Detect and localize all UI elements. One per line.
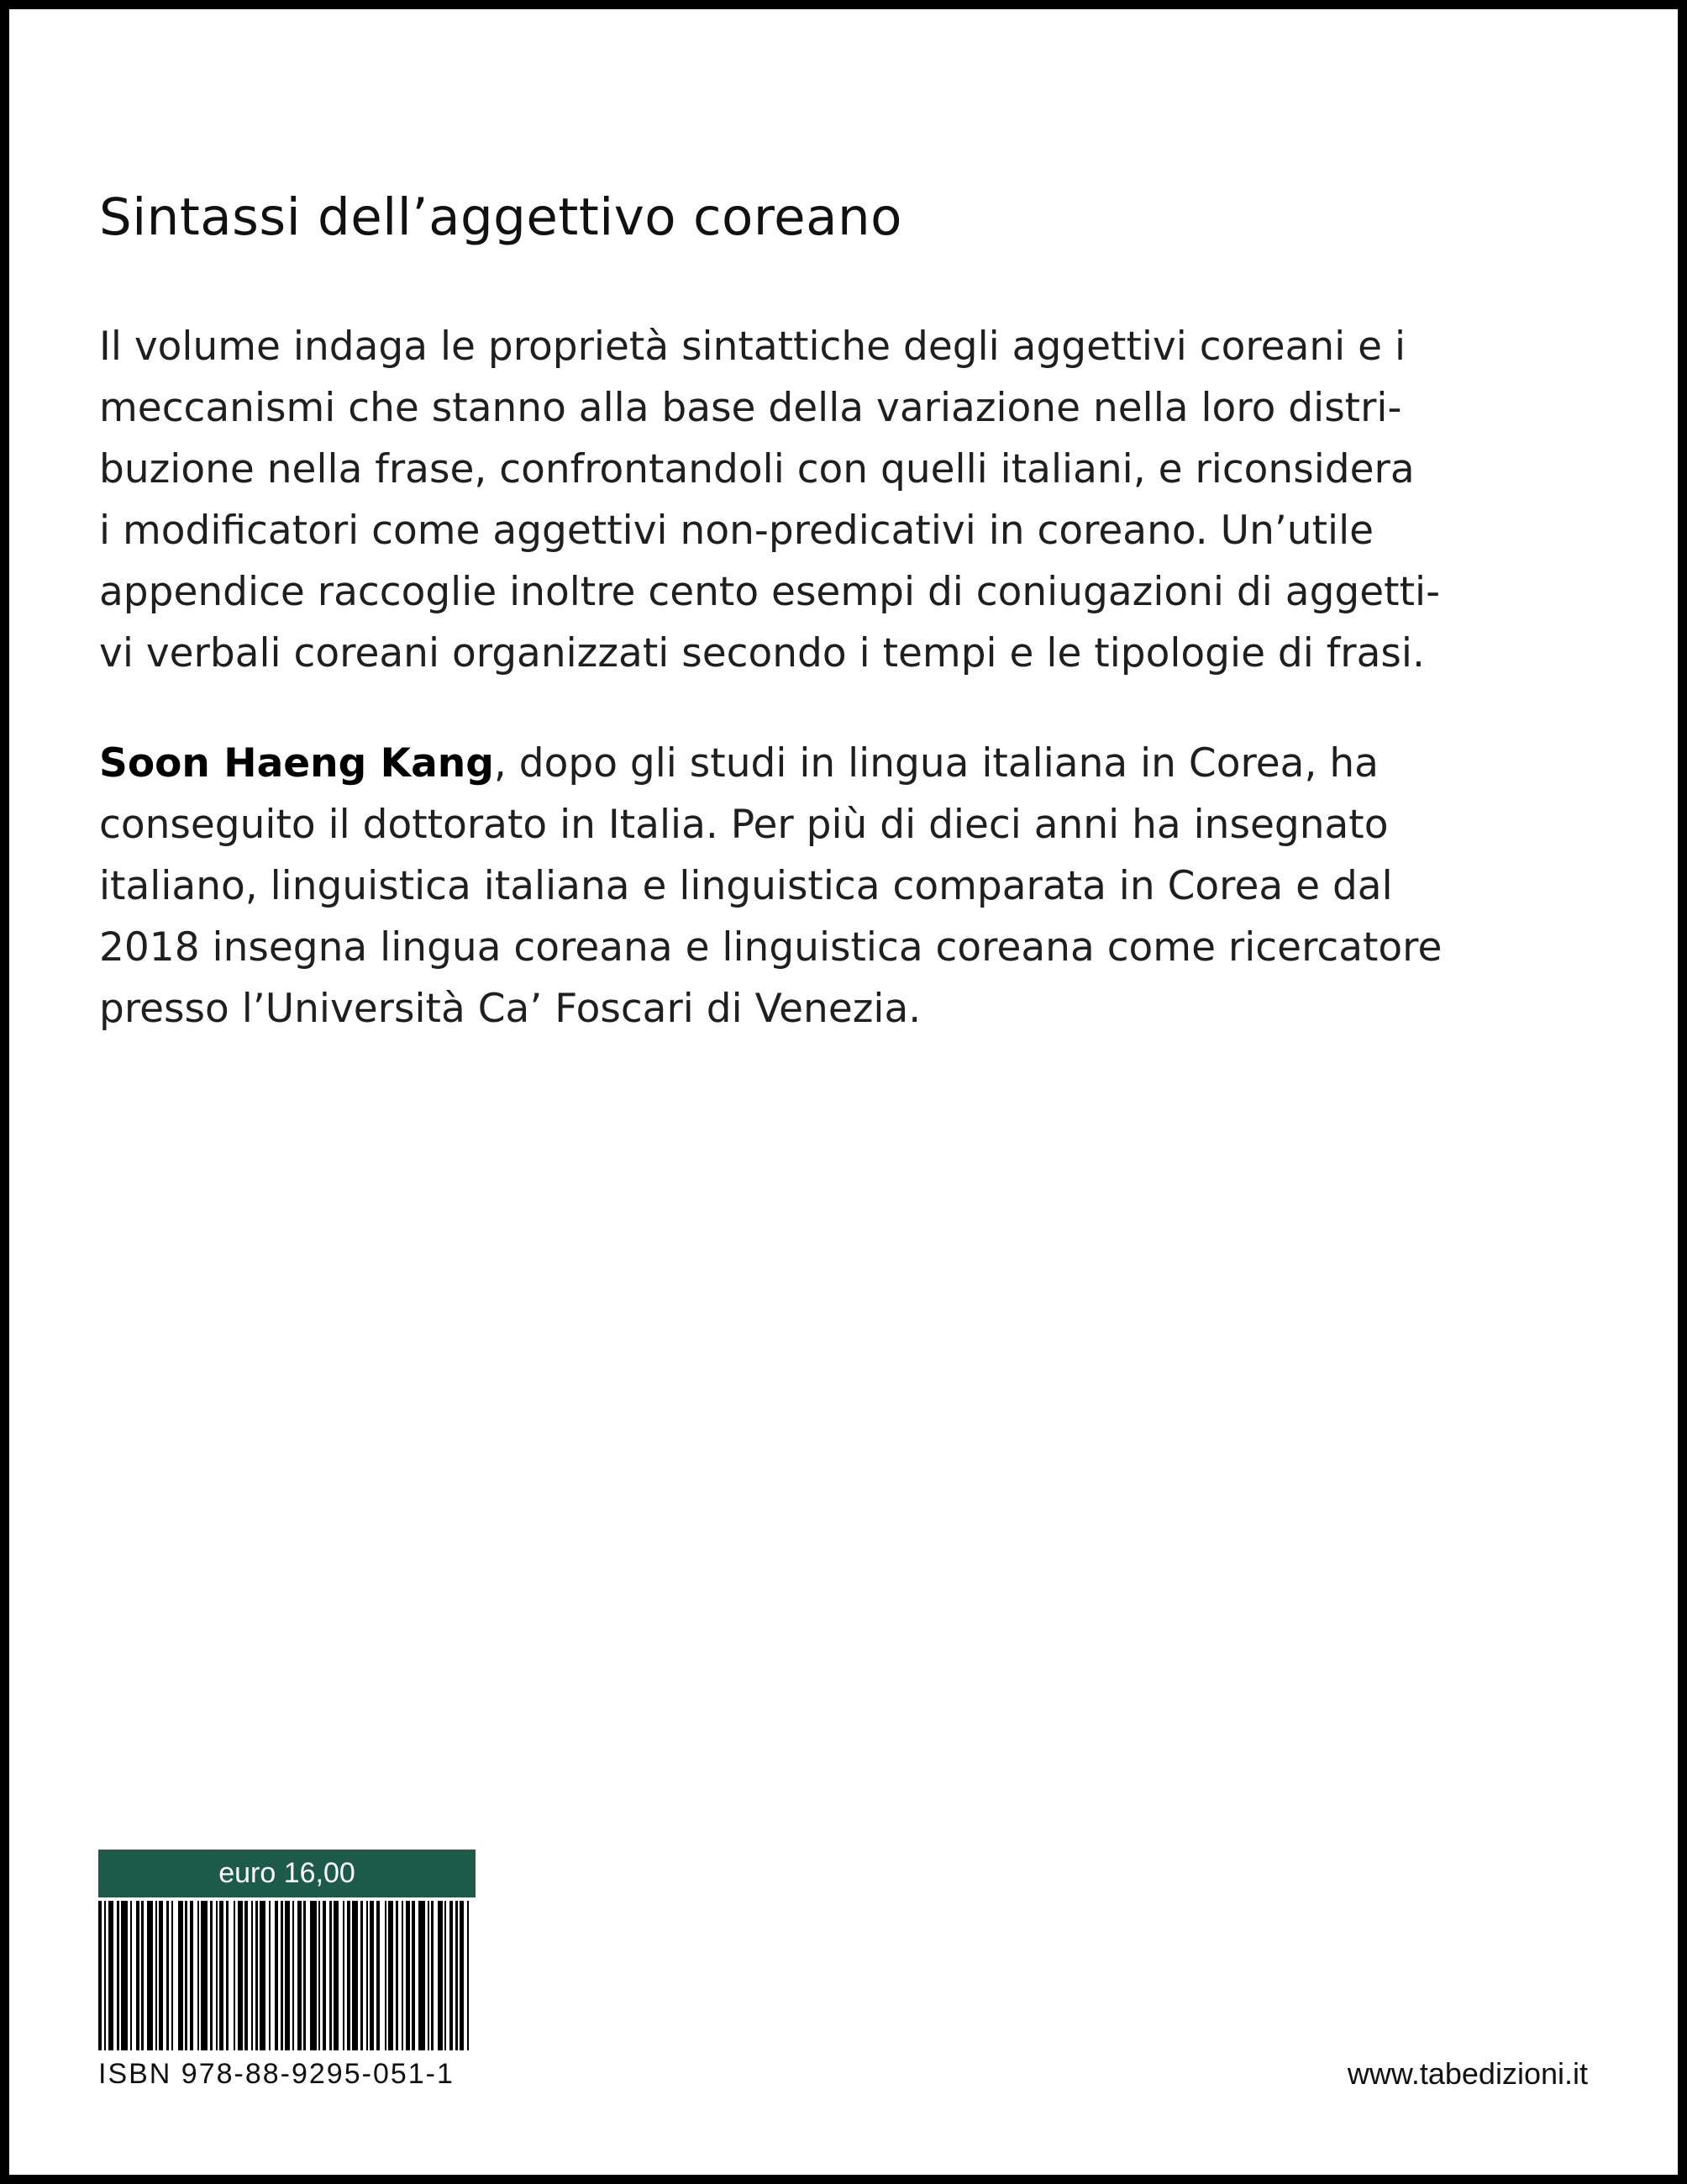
barcode-bar: [219, 1901, 223, 2050]
author-bio-line: presso l’Università Ca’ Foscari di Venezia.: [99, 986, 922, 1032]
barcode-bar: [269, 1901, 271, 2050]
author-bio-first-line: [99, 733, 1442, 794]
barcode-bar: [352, 1901, 358, 2050]
barcode-bar: [303, 1901, 306, 2050]
barcode-bar: [285, 1901, 290, 2050]
barcode-bar: [251, 1901, 253, 2050]
barcode-bar: [396, 1901, 398, 2050]
book-description: [99, 316, 1440, 684]
description-line: appendice raccoglie inoltre cento esempi di coniugazioni di aggetti-: [99, 569, 1441, 615]
author-bio-line: 2018 insegna lingua coreana e linguistica coreana come ricercatore: [99, 924, 1443, 971]
barcode-bar: [449, 1901, 453, 2050]
barcode-bar: [117, 1901, 119, 2050]
barcode-bar: [347, 1901, 350, 2050]
barcode-bar: [244, 1901, 248, 2050]
barcode-bar: [292, 1901, 294, 2050]
author-bio: [99, 733, 1442, 1039]
barcode-bar: [343, 1901, 344, 2050]
barcode-bar: [98, 1901, 102, 2050]
barcode-bar: [428, 1901, 429, 2050]
barcode-bar: [334, 1901, 339, 2050]
barcode-bar: [234, 1901, 235, 2050]
barcode-bar: [438, 1901, 443, 2050]
author-name: Soon Haeng Kang: [99, 740, 494, 787]
barcode-bar: [418, 1901, 425, 2050]
isbn-number: ISBN 978-88-9295-051-1: [98, 2058, 455, 2090]
barcode-bar: [297, 1901, 302, 2050]
barcode-bar: [310, 1901, 317, 2050]
barcode-bar: [412, 1901, 415, 2050]
author-bio-line: italiano, linguistica italiana e linguistica comparata in Corea e dal: [99, 863, 1393, 909]
barcode-bar: [431, 1901, 434, 2050]
barcode-bar: [159, 1901, 163, 2050]
publisher-website: www.tabedizioni.it: [1347, 2056, 1588, 2091]
barcode-bar: [216, 1901, 218, 2050]
book-title: Sintassi dell’aggettivo coreano: [99, 187, 902, 247]
description-line: buzione nella frase, confrontandoli con quelli italiani, e riconsidera: [99, 446, 1415, 492]
barcode-bar: [376, 1901, 380, 2050]
barcode-bar: [121, 1901, 128, 2050]
barcode-bar: [141, 1901, 144, 2050]
barcode-bar: [166, 1901, 169, 2050]
barcode-bar: [136, 1901, 139, 2050]
barcode-bar: [366, 1901, 368, 2050]
barcode-bar: [318, 1901, 320, 2050]
barcode-bar: [406, 1901, 410, 2050]
barcode-bar: [185, 1901, 187, 2050]
barcode-bar: [275, 1901, 278, 2050]
barcode-bar: [178, 1901, 183, 2050]
barcode-bar: [370, 1901, 374, 2050]
barcode-bar: [385, 1901, 386, 2050]
barcode-bar: [281, 1901, 283, 2050]
barcode-bar: [197, 1901, 199, 2050]
description-line: i modificatori come aggettivi non-predicativi in coreano. Un’utile: [99, 508, 1374, 554]
barcode-bar: [238, 1901, 243, 2050]
barcode-bar: [455, 1901, 458, 2050]
author-bio-first-line-rest: , dopo gli studi in lingua italiana in Corea, ha: [493, 740, 1379, 787]
barcode-bar: [190, 1901, 193, 2050]
barcode: [98, 1901, 476, 2050]
barcode-bar: [467, 1901, 469, 2050]
description-line: vi verbali coreani organizzati secondo i tempi e le tipologie di frasi.: [99, 630, 1425, 676]
price-label: euro 16,00: [98, 1850, 476, 1897]
barcode-bar: [323, 1901, 326, 2050]
barcode-bar: [402, 1901, 403, 2050]
barcode-bar: [108, 1901, 113, 2050]
barcode-bar: [444, 1901, 446, 2050]
description-line: meccanismi che stanno alla base della variazione nella loro distri-: [99, 385, 1402, 431]
barcode-bar: [329, 1901, 332, 2050]
barcode-bar: [226, 1901, 229, 2050]
barcode-bar: [260, 1901, 265, 2050]
barcode-bar: [460, 1901, 464, 2050]
barcode-bar: [130, 1901, 132, 2050]
author-bio-line: conseguito il dottorato in Italia. Per più di dieci anni ha insegnato: [99, 802, 1389, 848]
barcode-bar: [171, 1901, 173, 2050]
barcode-bar: [155, 1901, 157, 2050]
barcode-bar: [388, 1901, 393, 2050]
barcode-bar: [104, 1901, 106, 2050]
barcode-bar: [210, 1901, 213, 2050]
barcode-bar: [360, 1901, 363, 2050]
barcode-bar: [201, 1901, 208, 2050]
barcode-bar: [147, 1901, 153, 2050]
description-line: Il volume indaga le proprietà sintattiche degli aggettivi coreani e i: [99, 324, 1406, 370]
barcode-bar: [255, 1901, 258, 2050]
